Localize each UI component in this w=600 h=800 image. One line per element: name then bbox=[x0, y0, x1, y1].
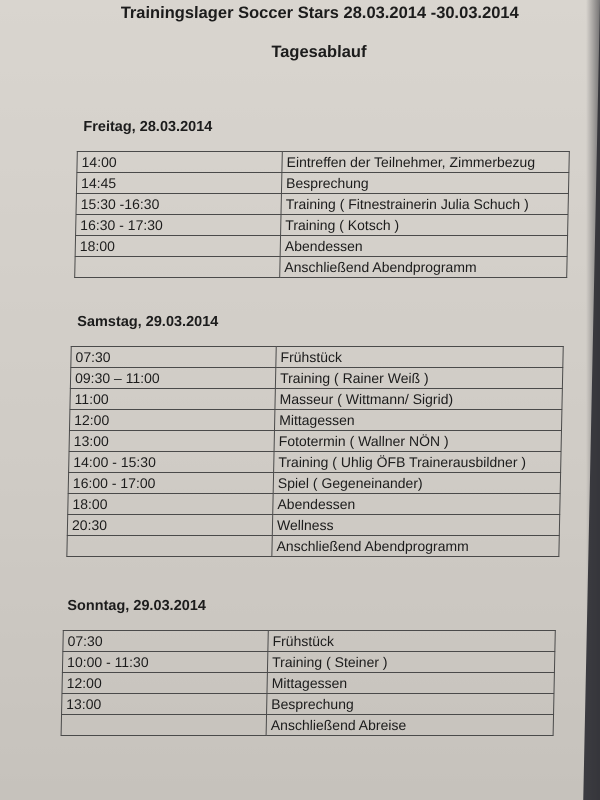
time-cell bbox=[61, 715, 266, 736]
activity-cell: Training ( Kotsch ) bbox=[281, 215, 568, 236]
time-cell: 16:00 - 17:00 bbox=[68, 473, 273, 494]
document-subtitle: Tagesablauf bbox=[271, 43, 367, 61]
table-row bbox=[62, 652, 554, 673]
time-cell: 10:00 - 11:30 bbox=[62, 652, 267, 673]
activity-cell: Abendessen bbox=[280, 236, 567, 257]
table-row bbox=[62, 673, 554, 694]
activity-cell: Mittagessen bbox=[274, 410, 561, 431]
table-row bbox=[68, 494, 560, 515]
activity-cell: Besprechung bbox=[267, 694, 554, 715]
table-row bbox=[75, 236, 567, 257]
table-row bbox=[70, 389, 562, 410]
activity-cell: Masseur ( Wittmann/ Sigrid) bbox=[275, 389, 562, 410]
activity-cell: Training ( Steiner ) bbox=[267, 652, 554, 673]
time-cell: 14:45 bbox=[76, 173, 281, 194]
schedule-body bbox=[61, 631, 555, 736]
day-heading-sunday: Sonntag, 29.03.2014 bbox=[67, 598, 207, 614]
schedule-table-friday bbox=[74, 151, 570, 278]
activity-cell: Besprechung bbox=[281, 173, 568, 194]
activity-cell: Frühstück bbox=[268, 631, 555, 652]
time-cell: 18:00 bbox=[75, 236, 280, 257]
table-row bbox=[76, 173, 568, 194]
activity-cell: Abendessen bbox=[273, 494, 560, 515]
time-cell: 16:30 - 17:30 bbox=[76, 215, 281, 236]
table-row bbox=[63, 631, 555, 652]
time-cell: 18:00 bbox=[68, 494, 273, 515]
time-cell bbox=[67, 536, 272, 557]
table-row bbox=[67, 536, 559, 557]
table-row bbox=[67, 515, 559, 536]
time-cell: 07:30 bbox=[63, 631, 268, 652]
table-row bbox=[77, 152, 569, 173]
time-cell: 14:00 bbox=[77, 152, 282, 173]
table-row bbox=[68, 473, 560, 494]
document-title: Trainingslager Soccer Stars 28.03.2014 -30.03.2014 bbox=[120, 4, 519, 22]
time-cell: 12:00 bbox=[62, 673, 267, 694]
table-row bbox=[62, 694, 554, 715]
activity-cell: Eintreffen der Teilnehmer, Zimmerbezug bbox=[282, 152, 569, 173]
activity-cell: Anschließend Abendprogramm bbox=[272, 536, 559, 557]
time-cell: 12:00 bbox=[69, 410, 274, 431]
activity-cell: Training ( Rainer Weiß ) bbox=[275, 368, 562, 389]
schedule-table-saturday bbox=[66, 346, 563, 557]
time-cell: 09:30 – 11:00 bbox=[70, 368, 275, 389]
time-cell: 13:00 bbox=[62, 694, 267, 715]
table-row bbox=[69, 431, 561, 452]
activity-cell: Training ( Uhlig ÖFB Trainerausbildner ) bbox=[274, 452, 561, 473]
table-row bbox=[71, 347, 563, 368]
activity-cell: Training ( Fitnestrainerin Julia Schuch ) bbox=[281, 194, 568, 215]
page-edge-shadow bbox=[586, 0, 600, 800]
time-cell: 13:00 bbox=[69, 431, 274, 452]
day-heading-saturday: Samstag, 29.03.2014 bbox=[77, 314, 219, 330]
schedule-body bbox=[67, 347, 563, 557]
activity-cell: Spiel ( Gegeneinander) bbox=[273, 473, 560, 494]
activity-cell: Fototermin ( Wallner NÖN ) bbox=[274, 431, 561, 452]
activity-cell: Wellness bbox=[272, 515, 559, 536]
schedule-table-sunday bbox=[61, 630, 556, 736]
time-cell bbox=[75, 257, 280, 278]
table-row bbox=[76, 215, 568, 236]
time-cell: 20:30 bbox=[67, 515, 272, 536]
schedule-body bbox=[75, 152, 570, 278]
activity-cell: Anschließend Abreise bbox=[266, 715, 553, 736]
table-row bbox=[69, 452, 561, 473]
activity-cell: Frühstück bbox=[276, 347, 563, 368]
table-row bbox=[75, 257, 567, 278]
table-row bbox=[70, 368, 562, 389]
time-cell: 07:30 bbox=[71, 347, 276, 368]
table-row bbox=[69, 410, 561, 431]
day-heading-friday: Freitag, 28.03.2014 bbox=[83, 119, 213, 135]
table-row bbox=[61, 715, 553, 736]
time-cell: 15:30 -16:30 bbox=[76, 194, 281, 215]
time-cell: 11:00 bbox=[70, 389, 275, 410]
time-cell: 14:00 - 15:30 bbox=[69, 452, 274, 473]
table-row bbox=[76, 194, 568, 215]
activity-cell: Anschließend Abendprogramm bbox=[280, 257, 567, 278]
activity-cell: Mittagessen bbox=[267, 673, 554, 694]
